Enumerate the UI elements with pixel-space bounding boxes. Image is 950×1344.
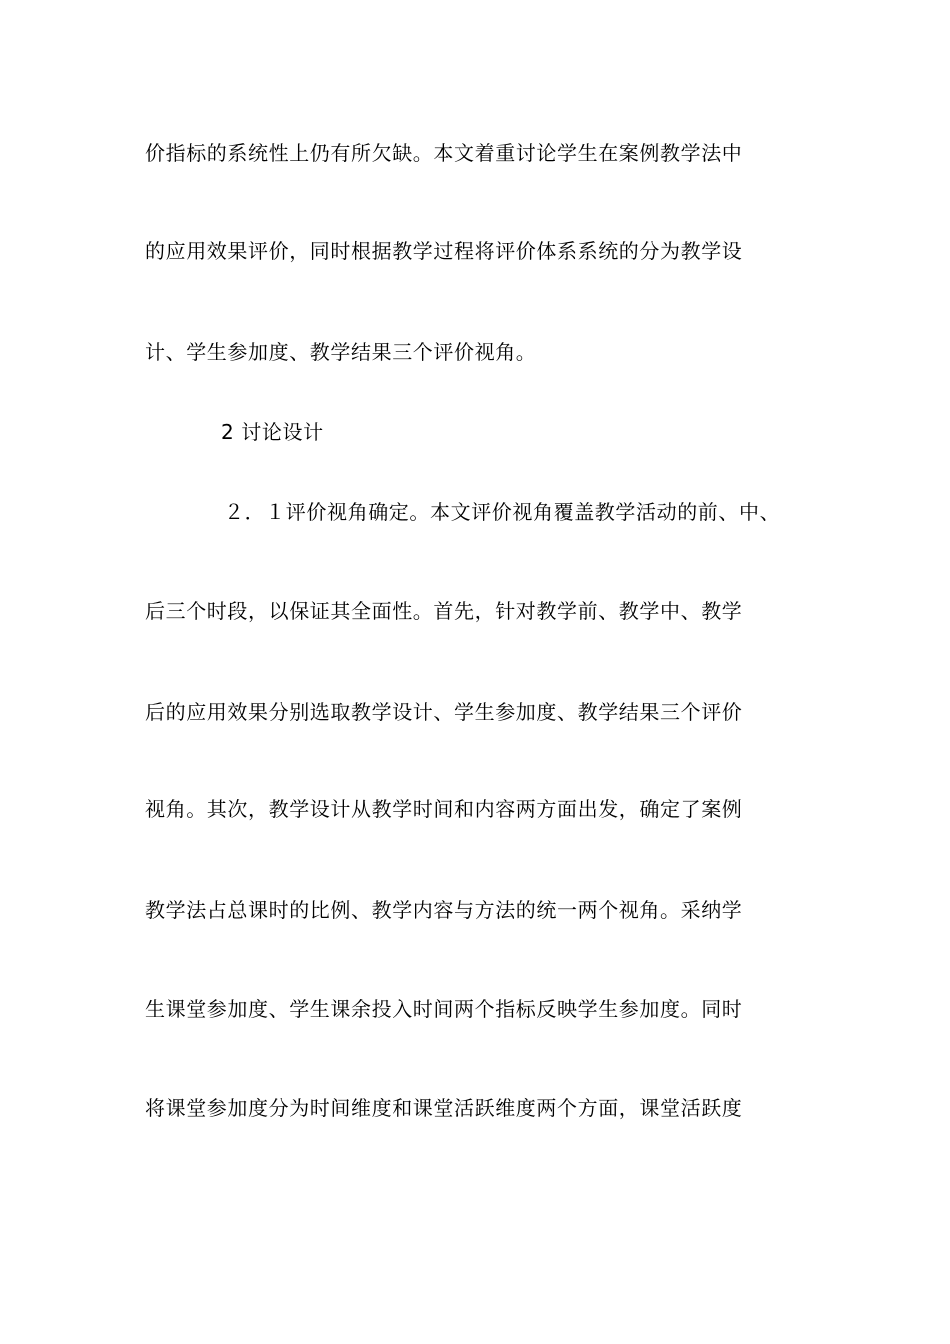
paragraph-line: 教学法占总课时的比例、教学内容与方法的统一两个视角。采纳学 bbox=[145, 898, 743, 922]
paragraph-line: 的应用效果评价，同时根据教学过程将评价体系系统的分为教学设 bbox=[145, 239, 743, 263]
section-heading: 2 讨论设计 bbox=[221, 420, 324, 444]
paragraph-line: 后三个时段，以保证其全面性。首先，针对教学前、教学中、教学 bbox=[145, 599, 743, 623]
paragraph-line: 生课堂参加度、学生课余投入时间两个指标反映学生参加度。同时 bbox=[145, 997, 743, 1021]
paragraph-line: 视角。其次，教学设计从教学时间和内容两方面出发，确定了案例 bbox=[145, 797, 743, 821]
paragraph-line: 计、学生参加度、教学结果三个评价视角。 bbox=[145, 340, 537, 364]
paragraph-line: 后的应用效果分别选取教学设计、学生参加度、教学结果三个评价 bbox=[145, 700, 743, 724]
paragraph-line: 将课堂参加度分为时间维度和课堂活跃维度两个方面，课堂活跃度 bbox=[145, 1096, 743, 1120]
subsection-heading-line: ２．１评价视角确定。本文评价视角覆盖教学活动的前、中、 bbox=[224, 500, 781, 524]
paragraph-line: 价指标的系统性上仍有所欠缺。本文着重讨论学生在案例教学法中 bbox=[145, 141, 743, 165]
